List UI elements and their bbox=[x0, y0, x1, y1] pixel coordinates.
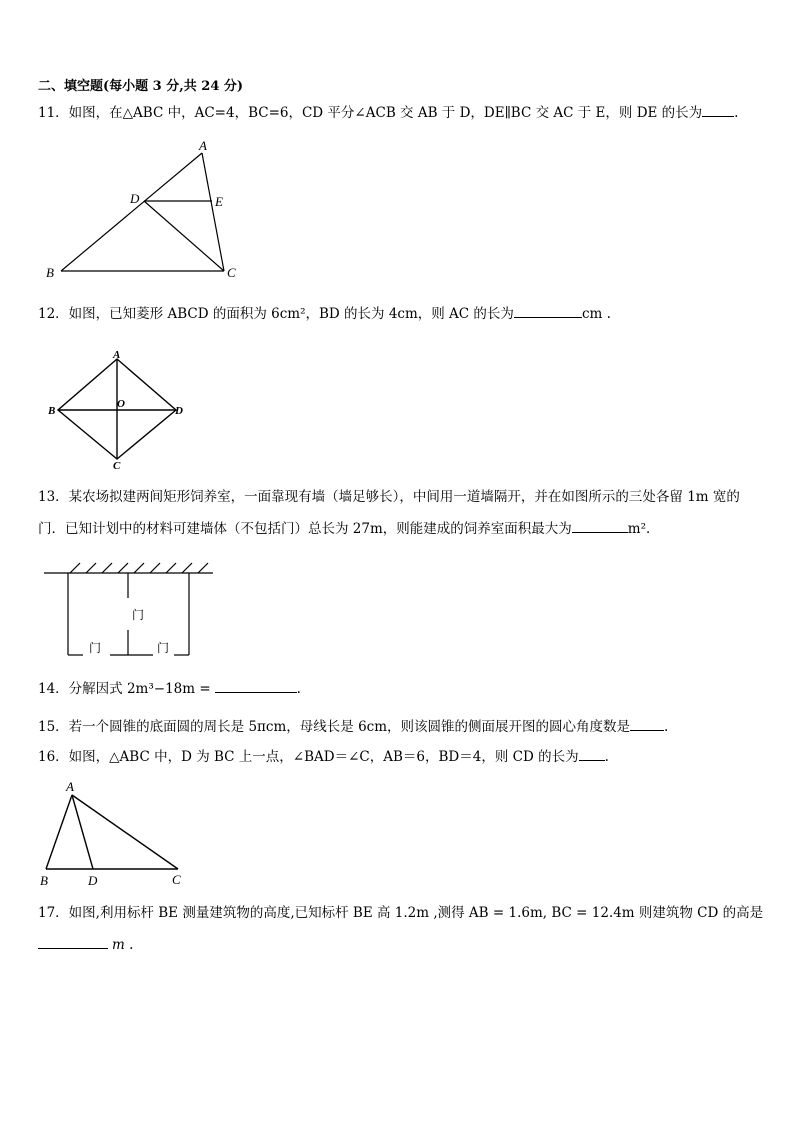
question-17-end: m . bbox=[112, 937, 134, 953]
question-14-end: . bbox=[296, 681, 301, 697]
q13-door-label-right: 门 bbox=[157, 641, 170, 655]
question-11-end: . bbox=[734, 105, 739, 121]
q11-label-D: D bbox=[130, 191, 140, 206]
question-17-text: 17．如图,利用标杆 BE 测量建筑物的高度,已知标杆 BE 高 1.2m ,测得 AB = 1.6m, BC = 12.4m 则建筑物 CD 的高是 bbox=[38, 905, 764, 921]
q16-label-A: A bbox=[66, 779, 74, 794]
q12-label-D: D bbox=[175, 405, 183, 417]
q11-label-C: C bbox=[227, 265, 236, 280]
q16-label-C: C bbox=[172, 872, 181, 887]
q16-label-B: B bbox=[40, 873, 48, 888]
q11-label-B: B bbox=[46, 265, 54, 280]
q13-door-label-left: 门 bbox=[89, 641, 102, 655]
q11-label-E: E bbox=[215, 194, 223, 209]
answer-blank-17[interactable] bbox=[38, 936, 108, 949]
q16-label-D: D bbox=[88, 873, 98, 888]
section-title: 二、填空题(每小题 3 分,共 24 分) bbox=[38, 79, 244, 94]
q16-segment-AB bbox=[46, 795, 72, 869]
q16-segment-AD bbox=[72, 795, 93, 869]
question-14-text: 14．分解因式 2m³−18m = bbox=[38, 681, 211, 697]
q12-label-C: C bbox=[113, 460, 121, 472]
question-11-text: 11．如图，在△ABC 中，AC=4，BC=6，CD 平分∠ACB 交 AB 于 D，DE∥BC 交 AC 于 E，则 DE 的长为 bbox=[38, 105, 703, 121]
question-13-end: m²． bbox=[627, 521, 660, 537]
q13-door-label-middle: 门 bbox=[132, 608, 145, 622]
q12-label-A: A bbox=[113, 349, 121, 361]
question-16-end: . bbox=[604, 749, 609, 765]
q12-label-O: O bbox=[117, 398, 125, 410]
q11-label-A: A bbox=[199, 138, 207, 153]
question-15-text: 15．若一个圆锥的底面圆的周长是 5πcm，母线长是 6cm，则该圆锥的侧面展开图的圆心角度数是 bbox=[38, 719, 631, 735]
q12-label-B: B bbox=[48, 405, 56, 417]
q16-segment-AC bbox=[72, 795, 178, 869]
question-16-text: 16．如图，△ABC 中，D 为 BC 上一点，∠BAD＝∠C，AB＝6，BD＝4，则 CD 的长为 bbox=[38, 749, 579, 765]
question-12-end: cm . bbox=[581, 306, 611, 322]
question-13-text: 门．已知计划中的材料可建墙体（不包括门）总长为 27m，则能建成的饲养室面积最大为 bbox=[38, 521, 572, 537]
question-17-line2 bbox=[38, 936, 133, 954]
question-15-end: . bbox=[664, 719, 669, 735]
question-13-line1: 13．某农场拟建两间矩形饲养室，一面靠现有墙（墙足够长），中间用一道墙隔开，并在如图所示的三处各留 1m 宽的 bbox=[38, 489, 740, 505]
question-12-text: 12．如图，已知菱形 ABCD 的面积为 6cm²，BD 的长为 4cm，则 AC 的长为 bbox=[38, 306, 514, 322]
